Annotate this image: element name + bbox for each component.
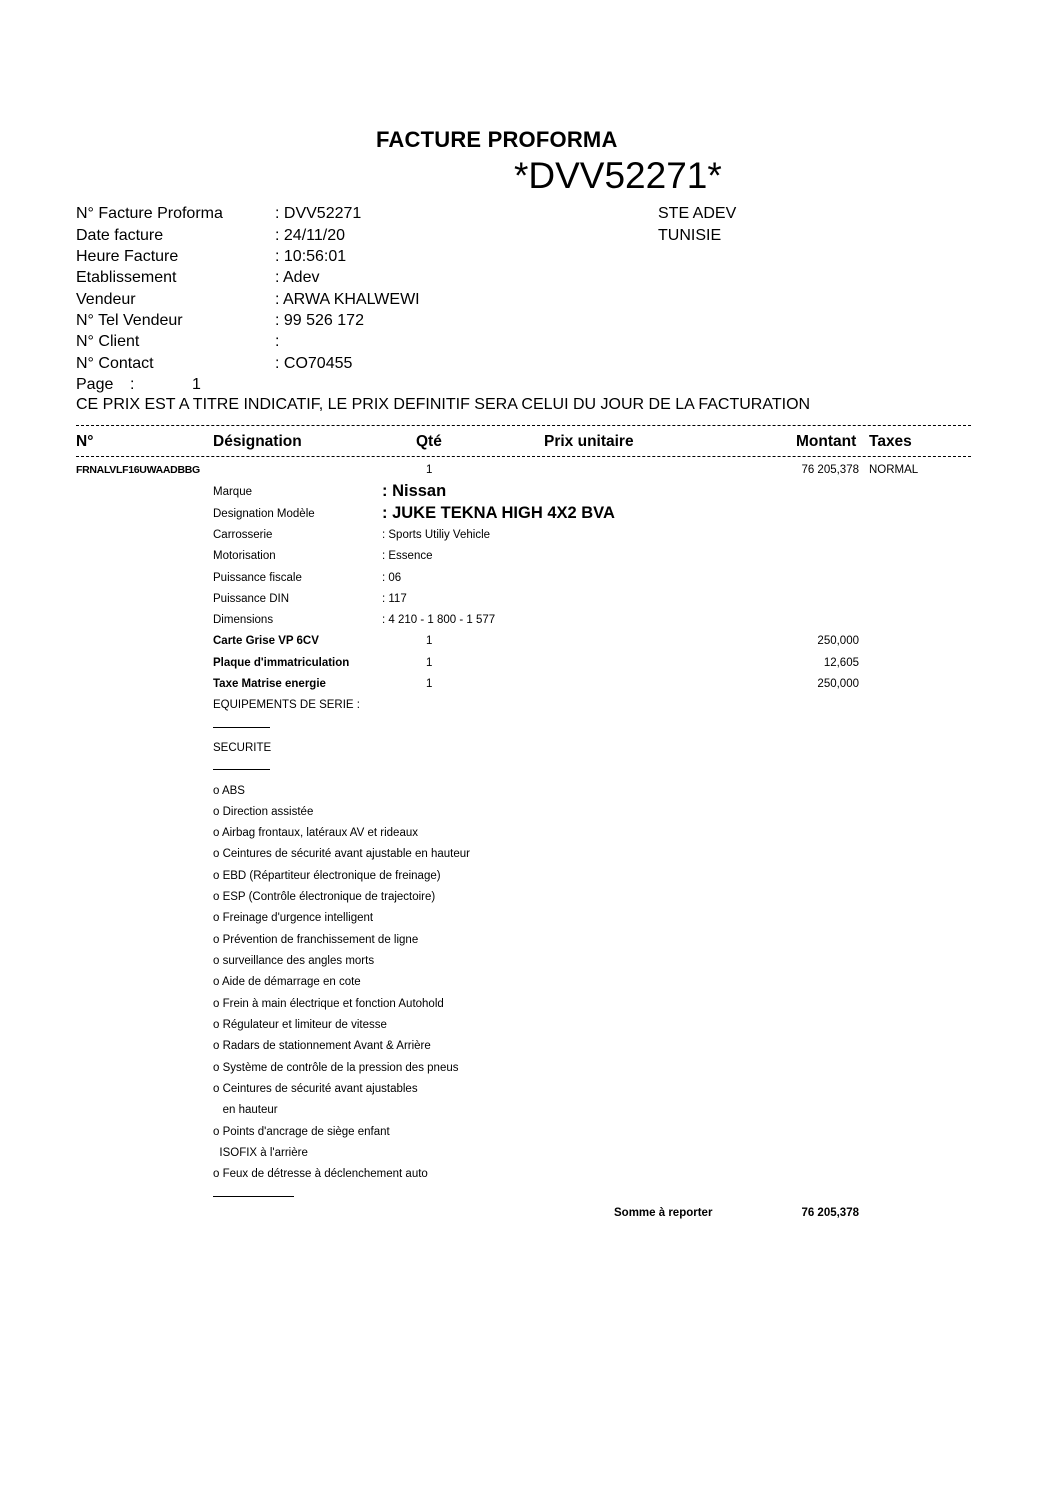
equipment-item: o Ceintures de sécurité avant ajustable en hauteur: [213, 848, 470, 860]
spec-label-puissance-din: Puissance DIN: [213, 593, 290, 605]
equipment-item: o Frein à main électrique et fonction Autohold: [213, 998, 444, 1010]
equipment-item: o surveillance des angles morts: [213, 955, 375, 967]
equipment-item-continued: ISOFIX à l'arrière: [213, 1147, 308, 1159]
price-notice: CE PRIX EST A TITRE INDICATIF, LE PRIX DEFINITIF SERA CELUI DU JOUR DE LA FACTURATION: [76, 396, 811, 413]
page-label: Page: [76, 376, 114, 393]
spec-value-puissance-fiscale: : 06: [382, 572, 402, 584]
field-label-date: Date facture: [76, 227, 164, 244]
equipment-item: o ESP (Contrôle électronique de trajectoire): [213, 891, 436, 903]
equipment-item: o Radars de stationnement Avant & Arrière: [213, 1040, 431, 1052]
table-top-rule: [76, 425, 971, 426]
col-header-num: N°: [76, 433, 94, 450]
spec-label-carrosserie: Carrosserie: [213, 529, 273, 541]
equipment-item: o ABS: [213, 785, 245, 797]
field-label-etablissement: Etablissement: [76, 269, 177, 286]
equipment-item: o Airbag frontaux, latéraux AV et rideaux: [213, 827, 418, 839]
separator-line: [213, 1196, 294, 1197]
carry-over-label: Somme à reporter: [614, 1207, 713, 1219]
equipment-item: o Points d'ancrage de siège enfant: [213, 1126, 390, 1138]
separator-line: [213, 727, 270, 728]
extra-line-amount: 250,000: [817, 635, 859, 647]
spec-label-puissance-fiscale: Puissance fiscale: [213, 572, 302, 584]
field-label-vendeur: Vendeur: [76, 291, 136, 308]
equipment-item: o Freinage d'urgence intelligent: [213, 912, 374, 924]
equipment-item: o Régulateur et limiteur de vitesse: [213, 1019, 387, 1031]
field-value-contact: : CO70455: [275, 355, 353, 372]
spec-value-modele: : JUKE TEKNA HIGH 4X2 BVA: [382, 504, 615, 522]
carry-over-amount: 76 205,378: [801, 1207, 859, 1219]
spec-label-motorisation: Motorisation: [213, 550, 276, 562]
col-header-unit-price: Prix unitaire: [544, 433, 634, 450]
document-title: FACTURE PROFORMA: [376, 127, 618, 152]
field-value-tel-vendeur: : 99 526 172: [275, 312, 364, 329]
spec-value-motorisation: : Essence: [382, 550, 433, 562]
col-header-taxes: Taxes: [869, 433, 912, 450]
main-line-tax: NORMAL: [869, 464, 919, 476]
spec-value-puissance-din: : 117: [382, 593, 407, 605]
field-value-etablissement: : Adev: [275, 269, 320, 286]
barcode-text: *DVV52271*: [514, 155, 722, 196]
field-value-facture-no: : DVV52271: [275, 205, 362, 222]
extra-line-qty: 1: [426, 678, 433, 690]
equipment-item: o Système de contrôle de la pression des pneus: [213, 1062, 459, 1074]
extra-line-label: Taxe Matrise energie: [213, 678, 326, 690]
main-line-ref: FRNALVLF16UWAADBBG: [76, 464, 200, 476]
equipment-heading: EQUIPEMENTS DE SERIE :: [213, 699, 360, 711]
equipment-section-title: SECURITE: [213, 742, 272, 754]
separator-line: [213, 769, 270, 770]
field-label-facture-no: N° Facture Proforma: [76, 205, 223, 222]
field-label-heure: Heure Facture: [76, 248, 179, 265]
equipment-item: o Prévention de franchissement de ligne: [213, 934, 419, 946]
spec-value-marque: : Nissan: [382, 482, 447, 500]
col-header-designation: Désignation: [213, 433, 302, 450]
col-header-amount: Montant: [796, 433, 857, 450]
extra-line-qty: 1: [426, 657, 433, 669]
field-label-client: N° Client: [76, 333, 140, 350]
field-label-contact: N° Contact: [76, 355, 154, 372]
extra-line-amount: 12,605: [823, 657, 859, 669]
spec-value-dimensions: : 4 210 - 1 800 - 1 577: [382, 614, 496, 626]
page-number: 1: [192, 376, 201, 393]
field-label-tel-vendeur: N° Tel Vendeur: [76, 312, 183, 329]
equipment-item: o EBD (Répartiteur électronique de freinage): [213, 870, 441, 882]
extra-line-label: Carte Grise VP 6CV: [213, 635, 319, 647]
page-colon: :: [130, 376, 135, 393]
extra-line-amount: 250,000: [817, 678, 859, 690]
equipment-item: o Aide de démarrage en cote: [213, 976, 361, 988]
spec-label-modele: Designation Modèle: [213, 508, 315, 520]
field-value-date: : 24/11/20: [275, 227, 345, 244]
field-value-heure: : 10:56:01: [275, 248, 347, 265]
equipment-item: o Feux de détresse à déclenchement auto: [213, 1168, 428, 1180]
company-country: TUNISIE: [658, 227, 722, 244]
equipment-item-continued: en hauteur: [213, 1104, 278, 1116]
table-header-rule: [76, 456, 971, 457]
col-header-qty: Qté: [416, 433, 442, 450]
company-name: STE ADEV: [658, 205, 737, 222]
spec-label-marque: Marque: [213, 486, 252, 498]
main-line-amount: 76 205,378: [801, 464, 859, 476]
extra-line-label: Plaque d'immatriculation: [213, 657, 350, 669]
equipment-item: o Direction assistée: [213, 806, 314, 818]
field-value-vendeur: : ARWA KHALWEWI: [275, 291, 420, 308]
extra-line-qty: 1: [426, 635, 433, 647]
spec-value-carrosserie: : Sports Utiliy Vehicle: [382, 529, 491, 541]
main-line-qty: 1: [426, 464, 433, 476]
equipment-item: o Ceintures de sécurité avant ajustables: [213, 1083, 418, 1095]
spec-label-dimensions: Dimensions: [213, 614, 274, 626]
field-value-client: :: [275, 333, 280, 350]
